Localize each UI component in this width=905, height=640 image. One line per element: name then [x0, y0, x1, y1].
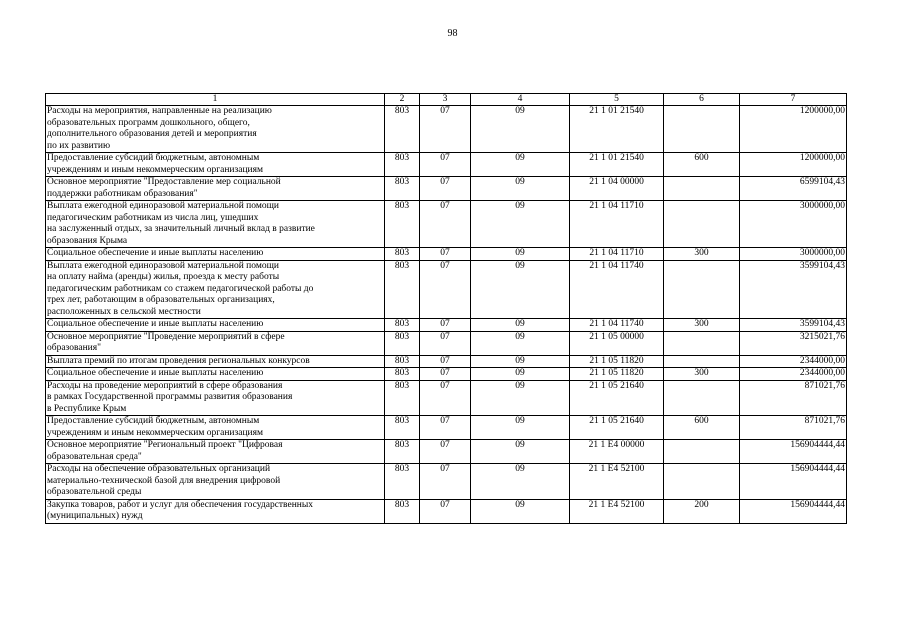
row-subsection-cell: 09: [471, 153, 570, 177]
row-amount-cell: 2344000,00: [740, 368, 847, 381]
row-amount-cell: 2344000,00: [740, 355, 847, 368]
row-code-cell: 803: [385, 319, 420, 332]
row-amount-cell: 1200000,00: [740, 153, 847, 177]
row-kind-cell: [664, 440, 740, 464]
row-code-cell: 803: [385, 331, 420, 355]
row-section-cell: 07: [420, 201, 471, 248]
table-row: [46, 153, 847, 177]
table-row: [46, 464, 847, 500]
table-row: [46, 380, 847, 416]
row-section-cell: 07: [420, 499, 471, 523]
row-section-cell: 07: [420, 319, 471, 332]
row-amount-cell: 3599104,43: [740, 319, 847, 332]
row-amount-cell: 3215021,76: [740, 331, 847, 355]
row-subsection-cell: 09: [471, 248, 570, 261]
header-col-3: 3: [420, 94, 471, 106]
row-subsection-cell: 09: [471, 355, 570, 368]
row-target-cell: 21 1 04 11740: [570, 260, 664, 319]
row-target-cell: 21 1 04 11710: [570, 201, 664, 248]
table-row: [46, 106, 847, 153]
row-subsection-cell: 09: [471, 440, 570, 464]
row-name-cell: Выплата премий по итогам проведения региональных конкурсов: [46, 355, 385, 368]
row-amount-cell: 3000000,00: [740, 201, 847, 248]
row-code-cell: 803: [385, 380, 420, 416]
row-code-cell: 803: [385, 260, 420, 319]
row-amount-cell: 3000000,00: [740, 248, 847, 261]
row-target-cell: 21 1 05 21640: [570, 380, 664, 416]
row-name-cell: Социальное обеспечение и иные выплаты населению: [46, 319, 385, 332]
row-subsection-cell: 09: [471, 368, 570, 381]
table-row: [46, 440, 847, 464]
row-section-cell: 07: [420, 416, 471, 440]
page-number: 98: [447, 28, 458, 39]
header-col-6: 6: [664, 94, 740, 106]
row-kind-cell: 600: [664, 153, 740, 177]
header-col-5: 5: [570, 94, 664, 106]
row-section-cell: 07: [420, 380, 471, 416]
row-name-cell: Закупка товаров, работ и услуг для обеспечения государственных (муниципальных) нужд: [46, 499, 385, 523]
row-target-cell: 21 1 04 11740: [570, 319, 664, 332]
row-section-cell: 07: [420, 440, 471, 464]
row-kind-cell: 300: [664, 248, 740, 261]
row-subsection-cell: 09: [471, 106, 570, 153]
row-name-cell: Расходы на мероприятия, направленные на реализацию образовательных программ дошкольного, общего, дополнительного образования детей и мероприятия по их развитию: [46, 106, 385, 153]
table-header-row: [46, 94, 847, 106]
table-row: [46, 319, 847, 332]
row-name-cell: Основное мероприятие "Проведение мероприятий в сфере образования": [46, 331, 385, 355]
row-code-cell: 803: [385, 499, 420, 523]
row-amount-cell: 1200000,00: [740, 106, 847, 153]
row-amount-cell: 6599104,43: [740, 177, 847, 201]
row-target-cell: 21 1 05 21640: [570, 416, 664, 440]
row-kind-cell: 300: [664, 368, 740, 381]
table-row: [46, 260, 847, 319]
row-kind-cell: [664, 260, 740, 319]
row-subsection-cell: 09: [471, 464, 570, 500]
row-subsection-cell: 09: [471, 319, 570, 332]
table-row: [46, 355, 847, 368]
row-name-cell: Социальное обеспечение и иные выплаты населению: [46, 368, 385, 381]
row-name-cell: Основное мероприятие "Предоставление мер социальной поддержки работникам образования": [46, 177, 385, 201]
table-row: [46, 248, 847, 261]
row-kind-cell: [664, 177, 740, 201]
row-target-cell: 21 1 05 11820: [570, 355, 664, 368]
row-code-cell: 803: [385, 201, 420, 248]
row-subsection-cell: 09: [471, 177, 570, 201]
budget-table: [45, 93, 847, 524]
row-name-cell: Выплата ежегодной единоразовой материальной помощи педагогическим работникам из числа лиц, ушедших на заслуженный отдых, за значительный личный вклад в развитие образования Крыма: [46, 201, 385, 248]
row-target-cell: 21 1 04 11710: [570, 248, 664, 261]
row-code-cell: 803: [385, 177, 420, 201]
row-target-cell: 21 1 05 11820: [570, 368, 664, 381]
row-name-cell: Социальное обеспечение и иные выплаты населению: [46, 248, 385, 261]
row-section-cell: 07: [420, 177, 471, 201]
row-subsection-cell: 09: [471, 499, 570, 523]
table-row: [46, 368, 847, 381]
row-kind-cell: 200: [664, 499, 740, 523]
row-target-cell: 21 1 05 00000: [570, 331, 664, 355]
row-name-cell: Основное мероприятие "Региональный проект "Цифровая образовательная среда": [46, 440, 385, 464]
row-amount-cell: 871021,76: [740, 380, 847, 416]
row-code-cell: 803: [385, 440, 420, 464]
row-code-cell: 803: [385, 416, 420, 440]
row-section-cell: 07: [420, 153, 471, 177]
row-target-cell: 21 1 E4 52100: [570, 464, 664, 500]
header-col-4: 4: [471, 94, 570, 106]
row-amount-cell: 156904444,44: [740, 464, 847, 500]
row-kind-cell: [664, 106, 740, 153]
row-amount-cell: 156904444,44: [740, 440, 847, 464]
row-kind-cell: [664, 380, 740, 416]
row-code-cell: 803: [385, 368, 420, 381]
row-kind-cell: [664, 355, 740, 368]
row-name-cell: Расходы на проведение мероприятий в сфере образования в рамках Государственной программы развития образования в Республике Крым: [46, 380, 385, 416]
row-kind-cell: [664, 331, 740, 355]
header-col-1: 1: [46, 94, 385, 106]
table-row: [46, 201, 847, 248]
row-name-cell: Предоставление субсидий бюджетным, автономным учреждениям и иным некоммерческим организациям: [46, 416, 385, 440]
row-amount-cell: 3599104,43: [740, 260, 847, 319]
table-row: [46, 416, 847, 440]
row-kind-cell: 300: [664, 319, 740, 332]
row-section-cell: 07: [420, 331, 471, 355]
row-amount-cell: 871021,76: [740, 416, 847, 440]
row-subsection-cell: 09: [471, 380, 570, 416]
row-subsection-cell: 09: [471, 201, 570, 248]
row-code-cell: 803: [385, 464, 420, 500]
row-target-cell: 21 1 E4 00000: [570, 440, 664, 464]
row-code-cell: 803: [385, 355, 420, 368]
row-subsection-cell: 09: [471, 331, 570, 355]
row-section-cell: 07: [420, 106, 471, 153]
row-section-cell: 07: [420, 248, 471, 261]
row-code-cell: 803: [385, 106, 420, 153]
row-section-cell: 07: [420, 464, 471, 500]
row-name-cell: Выплата ежегодной единоразовой материальной помощи на оплату найма (аренды) жилья, проезда к месту работы педагогическим работникам со стажем педагогической работы до трех лет, работающим в образовательных организациях, расположенных в сельской местности: [46, 260, 385, 319]
row-name-cell: Расходы на обеспечение образовательных организаций материально-технической базой для внедрения цифровой образовательной среды: [46, 464, 385, 500]
header-col-2: 2: [385, 94, 420, 106]
table-row: [46, 177, 847, 201]
row-target-cell: 21 1 04 00000: [570, 177, 664, 201]
row-section-cell: 07: [420, 260, 471, 319]
row-kind-cell: 600: [664, 416, 740, 440]
header-col-7: 7: [740, 94, 847, 106]
row-subsection-cell: 09: [471, 416, 570, 440]
row-target-cell: 21 1 E4 52100: [570, 499, 664, 523]
table-row: [46, 499, 847, 523]
row-section-cell: 07: [420, 355, 471, 368]
row-code-cell: 803: [385, 248, 420, 261]
row-kind-cell: [664, 201, 740, 248]
row-amount-cell: 156904444,44: [740, 499, 847, 523]
row-section-cell: 07: [420, 368, 471, 381]
row-target-cell: 21 1 01 21540: [570, 153, 664, 177]
row-target-cell: 21 1 01 21540: [570, 106, 664, 153]
table-row: [46, 331, 847, 355]
row-code-cell: 803: [385, 153, 420, 177]
row-name-cell: Предоставление субсидий бюджетным, автономным учреждениям и иным некоммерческим организациям: [46, 153, 385, 177]
row-kind-cell: [664, 464, 740, 500]
row-subsection-cell: 09: [471, 260, 570, 319]
